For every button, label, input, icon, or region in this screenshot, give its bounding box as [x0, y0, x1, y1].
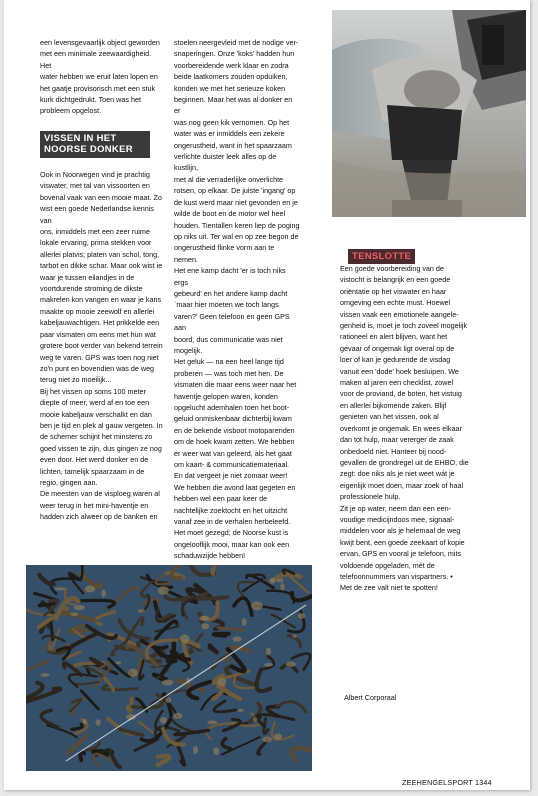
- section-heading-norse-dark: [40, 131, 150, 158]
- text-line: en de bekende visboot motoparenden: [174, 425, 295, 435]
- text-line: wist een goede Nederlandse kennis van: [40, 204, 154, 225]
- text-line: een levensgevaarlijk object geworden: [40, 38, 160, 47]
- text-line: beginnen. Maar het was al donker en er: [174, 95, 293, 116]
- text-line: Met de zee valt niet te spotten!: [340, 583, 438, 593]
- text-line: lichten, tamelijk spaarzaam in de: [40, 466, 145, 476]
- heading-line: VISSEN IN HET: [44, 133, 117, 144]
- text-line: water was er inmiddels een zekere: [174, 129, 285, 139]
- text-line: houden. Tientallen keren liep de poging: [174, 220, 300, 230]
- outboard-motor-illustration: [332, 10, 526, 217]
- text-line: voudige medicijndoos mee, signaal-: [340, 514, 455, 524]
- worm-clump: [292, 634, 296, 637]
- text-line: was nog geen kik vernomen. Op het: [174, 117, 290, 127]
- worm-clump: [41, 673, 50, 676]
- text-line: de schemer schijnt het minstens zo: [40, 432, 153, 442]
- text-line: varen?' Geen telefoon en geen GPS aan: [174, 311, 290, 333]
- text-line: schaduwzijde hebben!: [174, 551, 246, 561]
- text-line: proberen — was toch met hen. De: [174, 368, 284, 378]
- text-line: viswater, met tal van vissoorten en: [40, 181, 150, 191]
- worm-clump: [55, 587, 66, 590]
- text-line: verlichte duister leek alles op de kustlijn,: [174, 152, 277, 173]
- text-line: eigenlijk moet doen, maar zoek of haal: [340, 480, 464, 490]
- worm-clump: [83, 719, 87, 725]
- worm-strand: [214, 634, 229, 636]
- text-line: We hebben die avond laat gegeten en: [174, 482, 296, 492]
- text-line: voorbereidende werk klaar en zodra: [174, 60, 289, 70]
- text-line: goed vissen te zijn, dus gingen ze nog: [40, 443, 162, 453]
- bait-worms-illustration: [26, 565, 312, 771]
- text-line: zo'n punt en bovendien was de weg: [40, 363, 155, 373]
- text-line: waar je tussen eilandjes in de: [40, 272, 135, 282]
- worm-clump: [233, 636, 242, 641]
- text-line: diepte of meer, werd af en toe een: [40, 398, 150, 408]
- outboard-motor-photo: [332, 10, 526, 217]
- worm-clump: [213, 747, 219, 755]
- text-line: makrelen kon vangen en waar je kans: [40, 295, 162, 305]
- text-line: geluid onmiskenbaar dichterbij kwam: [174, 414, 292, 424]
- text-line: Het ene kamp dacht 'er is toch niks ergs: [174, 266, 286, 287]
- text-line: maakte op mooie zeewolf en allerlei: [40, 306, 155, 316]
- text-line: konden we met het serieuze koken: [174, 83, 286, 93]
- text-line: ongerustheid, want in het spaarzaam: [174, 140, 292, 150]
- text-line: maken al jaren een checklist, zowel: [340, 378, 454, 388]
- text-line: weer terug in het mini-haventje en: [40, 500, 149, 510]
- magazine-page: [4, 0, 530, 790]
- text-line: genheid is, moet je toch zoveel mogelijk: [340, 321, 468, 331]
- column-3-body: [340, 263, 480, 594]
- text-line: kwijt bent, een goede zeekaart of kopie: [340, 537, 465, 547]
- worm-clump: [199, 616, 209, 621]
- text-line: het gaatje provisorisch met een stuk: [40, 83, 156, 93]
- text-line: lokale ervaring, prima stekken voor: [40, 238, 152, 248]
- text-line: rotsen, op elkaar. De juiste 'ingang' op: [174, 186, 296, 196]
- worm-clump: [202, 623, 210, 629]
- worm-clump: [70, 612, 78, 616]
- page-footer: ZEEHENGELSPORT 1344: [402, 778, 492, 787]
- column-2-body: [174, 37, 300, 562]
- text-line: voortdurende stroming de dikste: [40, 284, 143, 294]
- worm-clump: [270, 578, 276, 584]
- text-line: voor de proviand, de boten, het vistuig: [340, 389, 462, 399]
- text-line: middelen voor als je helemaal de weg: [340, 526, 461, 536]
- text-line: bovenal vaak van een mooie maat. Zo: [40, 192, 162, 202]
- column-1-intro: [40, 37, 164, 117]
- text-line: regio, gingen aan.: [40, 477, 98, 487]
- text-line: `maar hier moeten we toch langs: [174, 300, 279, 310]
- worm-clump: [262, 737, 272, 743]
- text-line: haventje gelopen waren, konden: [174, 391, 278, 401]
- text-line: vanaf zee in de verhalen herbeleefd.: [174, 517, 291, 527]
- worm-clump: [193, 746, 198, 754]
- text-line: de kust werd maar niet gevonden en je: [174, 197, 298, 207]
- worm-clump: [173, 713, 182, 719]
- worm-clump: [128, 669, 138, 677]
- text-line: vismaten die maar eens weer naar het: [174, 380, 297, 390]
- text-line: loer of kan je gedurende de visdag: [340, 355, 451, 365]
- text-line: op niks uit. Ter wal en op zee begon de: [174, 231, 299, 241]
- text-line: omgeving een echte must. Hoewel: [340, 298, 451, 308]
- text-line: Een goede voorbereiding van de: [340, 264, 444, 273]
- column-1-body: [40, 169, 164, 523]
- worm-clump: [277, 578, 284, 582]
- text-line: met al die verraderlijke onverlichte: [174, 174, 284, 184]
- worm-clump: [160, 717, 167, 724]
- worm-clump: [162, 680, 174, 686]
- text-line: hebben wel een paar keer de: [174, 494, 268, 504]
- worm-clump: [101, 590, 105, 598]
- text-line: allerlei platvis; platen van schol, tong,: [40, 249, 160, 259]
- text-line: probleem opgelost.: [40, 106, 102, 116]
- worm-clump: [158, 586, 169, 595]
- worm-clump: [251, 601, 262, 610]
- text-line: en allerlei bijkomende zaken. Blijf: [340, 400, 447, 410]
- worm-strand: [39, 604, 54, 606]
- text-line: kabeljauwachtigen. Het prikkelde een: [40, 318, 160, 328]
- text-line: beide laatkomers zouden opduiken,: [174, 72, 288, 82]
- text-line: zegt: doe niks als je niet weet wát je: [340, 469, 455, 479]
- text-line: er weer wat van geleerd, als het gaat: [174, 448, 292, 458]
- text-line: ben je tijd en plek al gauw vergeten. In: [40, 420, 163, 430]
- section-tag-conclusion: TENSLOTTE: [348, 249, 415, 264]
- worm-clump: [242, 618, 247, 626]
- text-line: dan tot hulp, maar vererger de zaak: [340, 435, 454, 445]
- text-line: vistocht is belangrijk en een goede: [340, 275, 451, 285]
- text-line: om de hoek kwam zetten. We hebben: [174, 437, 295, 447]
- text-line: Ook in Noorwegen vind je prachtig: [40, 170, 150, 179]
- author-signature: Albert Corporaal: [344, 693, 397, 702]
- text-line: weg te varen. GPS was toen nog niet: [40, 352, 159, 362]
- text-line: Het moet gezegd; de Noorse kust is: [174, 528, 289, 538]
- text-line: ongelooflijk mooi, maar kan ook een: [174, 539, 290, 549]
- text-line: grotere boot verder van bekend terrein: [40, 341, 163, 351]
- text-line: kurk dichtgedrukt. Toen was het: [40, 95, 141, 105]
- text-line: oriëntatie op het viswater en haar: [340, 286, 447, 296]
- worm-clump: [253, 717, 257, 722]
- text-line: genieten van het vissen, ook al: [340, 412, 439, 422]
- text-line: Bij het vissen op soms 100 meter: [40, 386, 146, 396]
- worm-clump: [264, 663, 273, 667]
- text-line: De meesten van de visploeg waren al: [40, 489, 160, 499]
- text-line: hadden zich alweer op de banken en: [40, 512, 158, 522]
- text-line: professionele hulp.: [340, 492, 401, 502]
- text-line: stoelen neergevleid met de nodige ver-: [174, 38, 299, 47]
- text-line: vanuit een 'dode' hoek besluipen. We: [340, 366, 459, 376]
- worm-clump: [115, 661, 121, 664]
- text-line: rationeel en alert blijven, want het: [340, 332, 448, 342]
- text-line: wilde de boot en de motor wel heel: [174, 209, 286, 219]
- text-line: onbedoeld niet. Hanteer bij nood-: [340, 446, 447, 456]
- text-line: mooie kabeljauw verschalkt en dan: [40, 409, 152, 419]
- worm-clump: [238, 709, 244, 712]
- worm-clump: [266, 648, 271, 655]
- text-line: even door. Het werd donker en de: [40, 455, 149, 465]
- worm-clump: [280, 583, 284, 590]
- bait-worms-photo: [26, 565, 312, 771]
- worm-clump: [165, 697, 171, 703]
- worm-clump: [298, 613, 305, 619]
- text-line: met een minimale zeewaardigheid. Het: [40, 49, 152, 70]
- worm-clump: [286, 662, 296, 667]
- text-line: terug niet zo moeilijk...: [40, 375, 112, 385]
- text-line: water hebben we eruit laten lopen en: [40, 72, 158, 82]
- text-line: En dat vergeet je niet zomaar weer!: [174, 471, 288, 481]
- worm-clump: [180, 634, 190, 643]
- worm-clump: [218, 678, 227, 686]
- text-line: tarbot en dikke schar. Maar ook wist ie: [40, 261, 163, 271]
- worm-clump: [85, 586, 96, 593]
- worm-clump: [138, 609, 145, 612]
- text-line: nachtelijke zoektocht en het uitzicht: [174, 505, 288, 515]
- text-line: ongerustheid flinke vorm aan te nemen.: [174, 243, 275, 264]
- text-line: snaperingen. Onze 'koks' hadden hun: [174, 49, 295, 59]
- text-line: opgelucht ademhalen toen het boot-: [174, 403, 290, 412]
- text-line: gevallen de grondregel uit de EHBO, die: [340, 457, 469, 467]
- text-line: gevaar of ongemak ligt overal op de: [340, 343, 455, 353]
- text-line: paar vismaten om eens met hun wat: [40, 329, 156, 339]
- text-line: Het geluk — na een heel lange tijd: [174, 357, 284, 367]
- worm-clump: [274, 734, 282, 740]
- text-line: voldoende opgeladen, mét de: [340, 560, 435, 570]
- text-line: vissen vaak een emotionele aangele-: [340, 309, 459, 319]
- text-line: boord, dus communicatie was niet: [174, 334, 283, 344]
- text-line: om kaart- & communicatiemateriaal.: [174, 460, 290, 470]
- worm-clump: [96, 719, 101, 726]
- text-line: mogelijk.: [174, 345, 203, 355]
- worm-clump: [207, 720, 217, 724]
- text-line: ons, inmiddels met een zeer ruime: [40, 227, 150, 237]
- text-line: ervan, GPS en vooral je telefoon, mits: [340, 549, 462, 559]
- text-line: telefoonnummers van vispartners. •: [340, 571, 453, 581]
- text-line: overkomt je ongemak. En wees elkaar: [340, 423, 462, 433]
- heading-line: NOORSE DONKER: [44, 143, 133, 155]
- text-line: gebeurd' en het andere kamp dacht: [174, 288, 288, 298]
- worm-clump: [74, 605, 85, 610]
- text-line: Zit je op water, neem dan een een-: [340, 503, 452, 513]
